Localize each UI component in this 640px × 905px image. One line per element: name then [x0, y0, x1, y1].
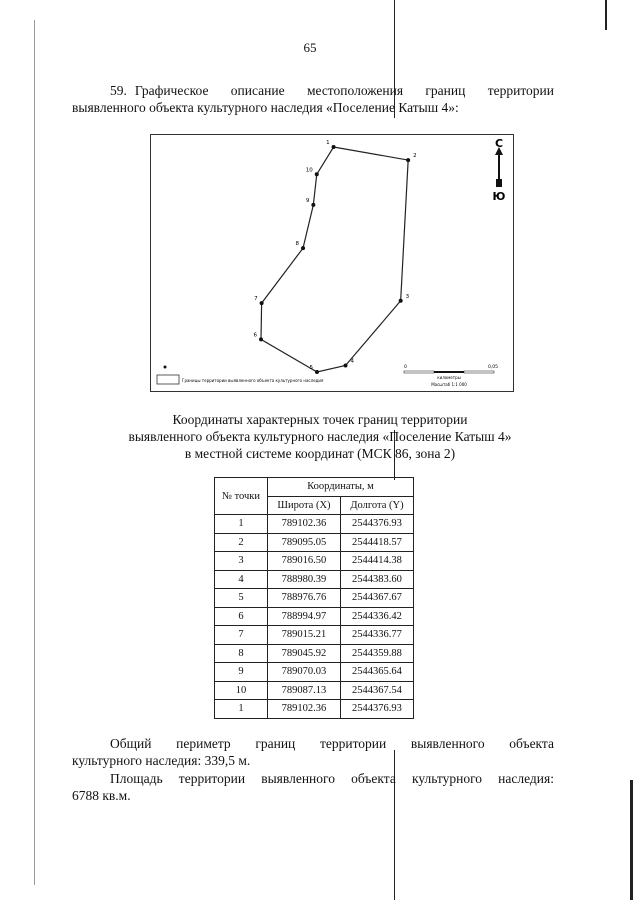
- cell-point: 10: [215, 681, 268, 700]
- cell-y: 2544418.57: [340, 533, 413, 552]
- cell-point: 1: [215, 700, 268, 719]
- boundary-point-marker: [311, 203, 315, 207]
- boundary-point-label: 2: [413, 153, 417, 160]
- cell-x: 789045.92: [268, 644, 341, 663]
- cell-x: 789095.05: [268, 533, 341, 552]
- boundary-point-marker: [260, 301, 264, 305]
- cell-point: 5: [215, 589, 268, 608]
- perimeter-line1: Общий периметр границ территории выявленного объекта: [110, 736, 554, 751]
- cell-x: 788976.76: [268, 589, 341, 608]
- scale-end: 0,05: [488, 365, 499, 370]
- cell-point: 6: [215, 607, 268, 626]
- cell-point: 8: [215, 644, 268, 663]
- table-row: [215, 700, 414, 719]
- boundary-point-marker: [259, 337, 263, 341]
- perimeter-paragraph: [72, 735, 554, 769]
- boundary-map-canvas: [151, 135, 513, 391]
- cell-y: 2544376.93: [340, 515, 413, 534]
- coordinates-table: [214, 477, 414, 719]
- col-header-coords: Координаты, м: [268, 478, 414, 497]
- table-row: [215, 607, 414, 626]
- cell-x: 788980.39: [268, 570, 341, 589]
- table-caption-line2: выявленного объекта культурного наследия «Поселение Катыш 4»: [128, 429, 512, 444]
- cell-x: 789016.50: [268, 552, 341, 571]
- north-arrow-icon: [495, 147, 503, 187]
- boundary-point-marker: [406, 158, 410, 162]
- boundary-point-label: 1: [326, 140, 330, 146]
- cell-y: 2544336.42: [340, 607, 413, 626]
- area-paragraph: [72, 770, 554, 804]
- table-caption-line3: в местной системе координат (МСК 86, зона 2): [184, 446, 456, 461]
- boundary-point-marker: [399, 299, 403, 303]
- col-header-y: Долгота (Y): [340, 496, 413, 515]
- cell-point: 2: [215, 533, 268, 552]
- cell-x: 789102.36: [268, 515, 341, 534]
- table-row: [215, 644, 414, 663]
- cell-y: 2544383.60: [340, 570, 413, 589]
- cell-y: 2544365.64: [340, 663, 413, 682]
- cell-y: 2544367.67: [340, 589, 413, 608]
- section-heading: [72, 82, 554, 116]
- boundary-point-marker: [315, 370, 319, 374]
- boundary-polygon: [261, 147, 408, 372]
- cell-y: 2544376.93: [340, 700, 413, 719]
- scale-unit: километры: [437, 375, 461, 380]
- boundary-map: [150, 134, 514, 392]
- cell-y: 2544336.77: [340, 626, 413, 645]
- boundary-point-label: 4: [350, 358, 355, 365]
- scale-start: 0: [404, 365, 407, 370]
- cell-point: 4: [215, 570, 268, 589]
- boundary-point-label: 7: [254, 296, 258, 303]
- table-row: [215, 533, 414, 552]
- boundary-point-label: 6: [253, 332, 257, 339]
- table-row: [215, 589, 414, 608]
- south-label: Ю: [492, 190, 506, 203]
- scan-artifact-line: [605, 0, 607, 30]
- boundary-point-label: 10: [305, 167, 313, 174]
- item-number: 59.: [110, 83, 127, 98]
- table-caption-line1: Координаты характерных точек границ территории: [172, 412, 468, 427]
- cell-x: 789102.36: [268, 700, 341, 719]
- col-header-point: № точки: [215, 478, 268, 515]
- cell-y: 2544414.38: [340, 552, 413, 571]
- legend-swatch: [157, 375, 179, 384]
- boundary-point-label: 5: [309, 365, 313, 371]
- table-row: [215, 552, 414, 571]
- table-row: [215, 663, 414, 682]
- cell-point: 7: [215, 626, 268, 645]
- boundary-point-label: 8: [295, 241, 300, 248]
- page-number: 65: [303, 40, 317, 55]
- cell-point: 9: [215, 663, 268, 682]
- boundary-point-marker: [315, 172, 319, 176]
- cell-x: 789087.13: [268, 681, 341, 700]
- cell-point: 1: [215, 515, 268, 534]
- cell-y: 2544367.54: [340, 681, 413, 700]
- legend-text: Границы территории выявленного объекта культурного наследия: [182, 378, 324, 383]
- legend-point-icon: [164, 366, 167, 369]
- boundary-point-marker: [301, 246, 305, 250]
- table-row: [215, 681, 414, 700]
- heading-text: Графическое описание местоположения границ территории выявленного объекта культурного наследия «Поселение Катыш 4»:: [72, 83, 554, 115]
- area-line1: Площадь территории выявленного объекта культурного наследия:: [110, 771, 554, 786]
- scan-artifact-line: [630, 780, 633, 900]
- perimeter-line2: культурного наследия: 339,5 м.: [72, 753, 251, 768]
- table-row: [215, 626, 414, 645]
- scale-text: Масштаб 1:1 000: [431, 382, 467, 387]
- north-label: С: [494, 137, 504, 150]
- cell-x: 788994.97: [268, 607, 341, 626]
- boundary-point-marker: [344, 363, 348, 367]
- cell-x: 789070.03: [268, 663, 341, 682]
- scale-bar: [404, 371, 494, 373]
- cell-y: 2544359.88: [340, 644, 413, 663]
- cell-point: 3: [215, 552, 268, 571]
- area-line2: 6788 кв.м.: [72, 788, 131, 803]
- col-header-x: Широта (X): [268, 496, 341, 515]
- table-row: [215, 515, 414, 534]
- table-row: [215, 570, 414, 589]
- cell-x: 789015.21: [268, 626, 341, 645]
- boundary-point-marker: [332, 145, 336, 149]
- boundary-point-label: 3: [405, 293, 410, 300]
- boundary-point-label: 9: [305, 197, 310, 204]
